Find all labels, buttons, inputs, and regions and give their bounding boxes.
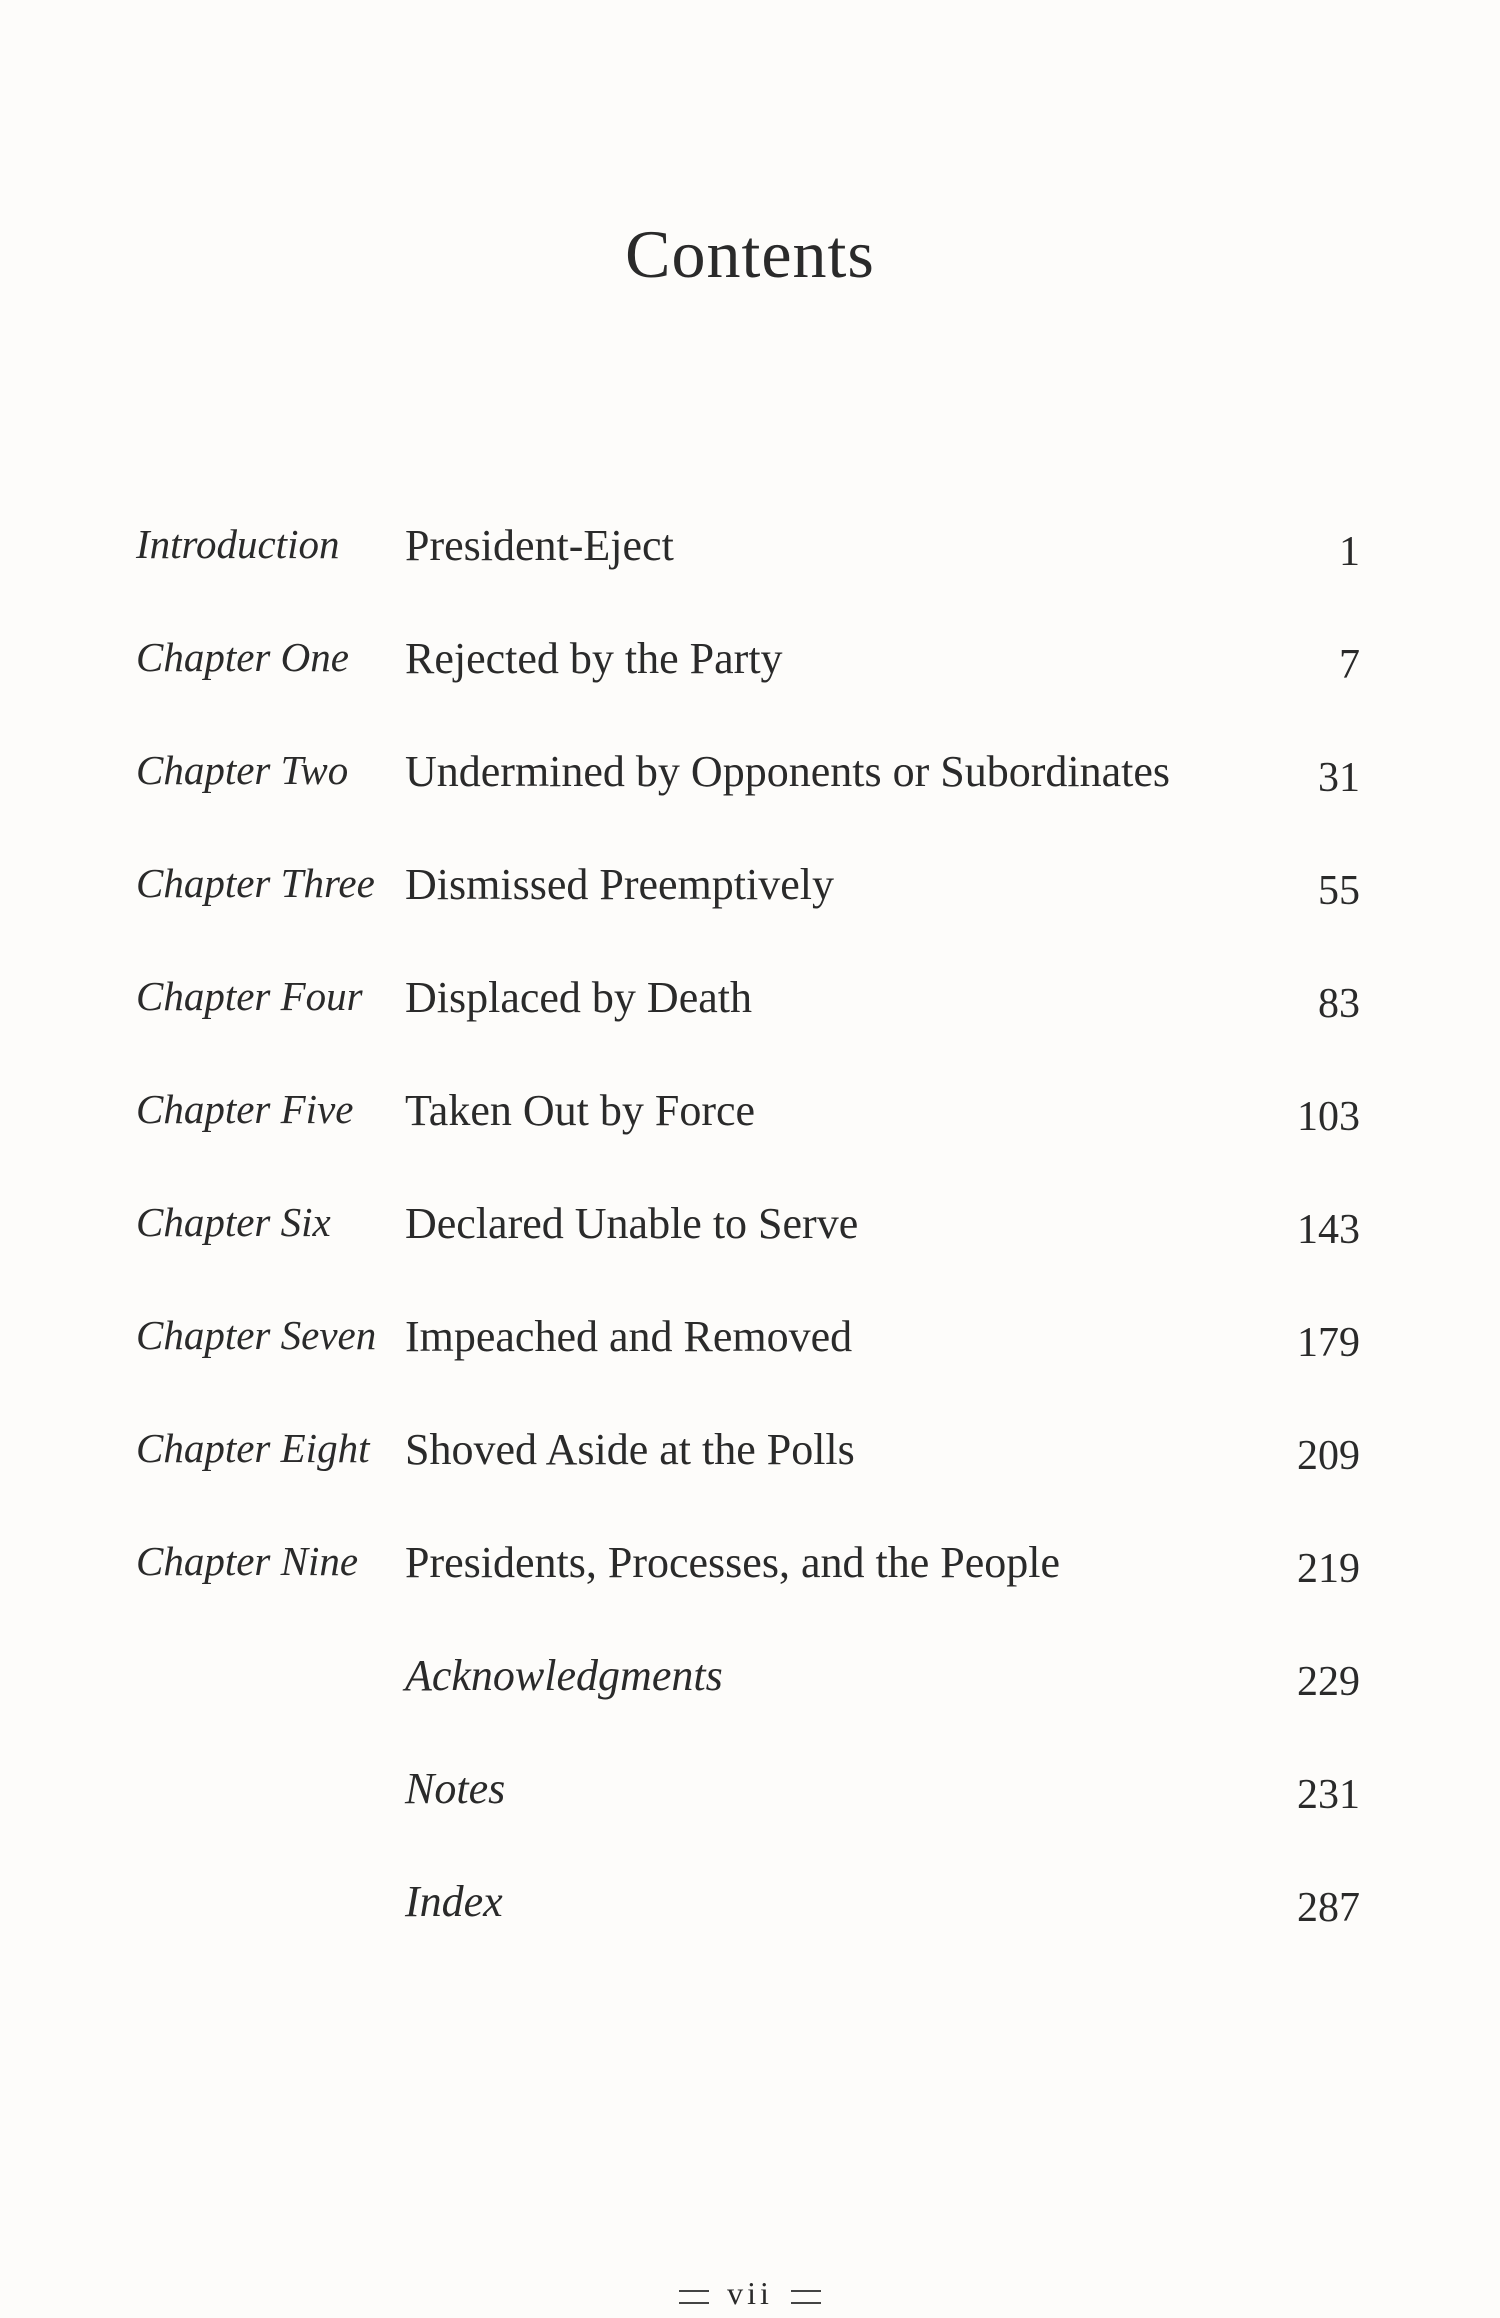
chapter-title: Shoved Aside at the Polls (405, 1425, 855, 1474)
page-number: 55 (1318, 868, 1360, 914)
page-number: 143 (1297, 1207, 1360, 1253)
page-number: 103 (1297, 1094, 1360, 1140)
toc-entry-chapter-two[interactable] (0, 746, 1500, 836)
page-number: 229 (1297, 1659, 1360, 1705)
toc-entry-chapter-nine[interactable] (0, 1537, 1500, 1627)
page-number: 31 (1318, 755, 1360, 801)
page-number: 209 (1297, 1433, 1360, 1479)
section-title: Acknowledgments (405, 1651, 723, 1700)
toc-entry-chapter-seven[interactable] (0, 1311, 1500, 1401)
toc-entry-chapter-one[interactable] (0, 633, 1500, 723)
chapter-title: Rejected by the Party (405, 634, 783, 683)
toc-entry-chapter-five[interactable] (0, 1085, 1500, 1175)
toc-entry-chapter-four[interactable] (0, 972, 1500, 1062)
chapter-label: Chapter Four (136, 973, 363, 1019)
chapter-label: Chapter Nine (136, 1538, 359, 1584)
toc-entry-chapter-eight[interactable] (0, 1424, 1500, 1514)
chapter-label: Chapter One (136, 634, 349, 680)
chapter-label: Chapter Six (136, 1199, 331, 1245)
page-number: 83 (1318, 981, 1360, 1027)
toc-entry-chapter-three[interactable] (0, 859, 1500, 949)
section-title: Notes (405, 1764, 506, 1813)
chapter-title: President-Eject (405, 521, 674, 570)
toc-entry-chapter-six[interactable] (0, 1198, 1500, 1288)
chapter-label: Introduction (136, 521, 340, 567)
toc-entry-notes[interactable] (0, 1763, 1500, 1853)
section-title: Index (405, 1877, 503, 1926)
chapter-title: Impeached and Removed (405, 1312, 853, 1361)
chapter-label: Chapter Seven (136, 1312, 377, 1358)
chapter-label: Chapter Eight (136, 1425, 370, 1471)
folio-ornament-left (679, 2290, 709, 2304)
toc-entry-introduction[interactable] (0, 520, 1500, 610)
page-folio (0, 2275, 1500, 2312)
chapter-title: Undermined by Opponents or Subordinates (405, 747, 1170, 796)
chapter-title: Declared Unable to Serve (405, 1199, 859, 1248)
page-number: 7 (1339, 642, 1360, 688)
folio-ornament-right (791, 2290, 821, 2304)
page-number: 287 (1297, 1885, 1360, 1931)
toc-entry-index[interactable] (0, 1876, 1500, 1966)
page-number: 179 (1297, 1320, 1360, 1366)
chapter-title: Displaced by Death (405, 973, 752, 1022)
chapter-title: Dismissed Preemptively (405, 860, 834, 909)
chapter-label: Chapter Two (136, 747, 349, 793)
folio-number: vii (727, 2275, 773, 2311)
chapter-label: Chapter Five (136, 1086, 354, 1132)
page-title: Contents (625, 216, 875, 292)
page-number: 219 (1297, 1546, 1360, 1592)
chapter-title: Presidents, Processes, and the People (405, 1538, 1060, 1587)
page-number: 231 (1297, 1772, 1360, 1818)
chapter-title: Taken Out by Force (405, 1086, 756, 1135)
page-number: 1 (1339, 529, 1360, 575)
chapter-label: Chapter Three (136, 860, 375, 906)
toc-entry-acknowledgments[interactable] (0, 1650, 1500, 1740)
